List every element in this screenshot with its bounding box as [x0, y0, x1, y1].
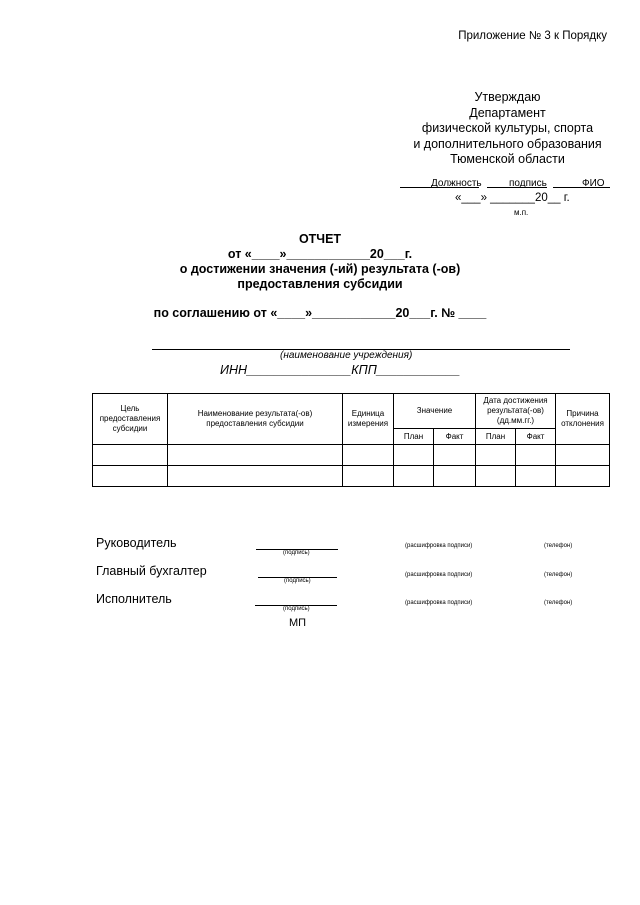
organization-caption: (наименование учреждения) — [280, 350, 413, 361]
table-cell[interactable] — [476, 445, 516, 466]
title-line: о достижении значения (-ий) результата (-ов) — [179, 262, 461, 276]
table-cell[interactable] — [394, 445, 434, 466]
table-row — [93, 466, 610, 487]
inn-kpp-line: ИНН_______________КПП____________ — [220, 363, 461, 377]
title-line: ОТЧЕТ — [298, 232, 342, 246]
phone-caption: (телефон) — [544, 572, 573, 578]
phone-caption: (телефон) — [544, 543, 573, 549]
phone-caption: (телефон) — [544, 600, 573, 606]
header-plan: План — [394, 429, 434, 445]
header-reason: Причина отклонения — [556, 394, 610, 445]
table-cell[interactable] — [343, 445, 394, 466]
name-caption: ФИО — [582, 178, 605, 189]
table-cell[interactable] — [168, 445, 343, 466]
approval-line: физической культуры, спорта — [421, 121, 594, 135]
table-cell[interactable] — [476, 466, 516, 487]
report-title — [0, 232, 640, 292]
table-cell[interactable] — [93, 466, 168, 487]
table-cell[interactable] — [394, 466, 434, 487]
results-table — [92, 393, 610, 487]
signer-role-executor: Исполнитель — [96, 592, 172, 606]
approval-block — [395, 90, 620, 168]
table-header-row — [93, 394, 610, 429]
table-cell[interactable] — [434, 445, 476, 466]
agreement-line: по соглашению от «____»____________20___г. № ____ — [153, 306, 487, 320]
table-cell[interactable] — [516, 445, 556, 466]
table-cell[interactable] — [168, 466, 343, 487]
header-fact: Факт — [516, 429, 556, 445]
table-cell[interactable] — [93, 445, 168, 466]
table-cell[interactable] — [556, 466, 610, 487]
title-line: предоставления субсидии — [237, 277, 403, 291]
approval-line: Департамент — [469, 105, 546, 120]
header-date: Дата достижения результата(-ов) (дд.мм.гг.) — [476, 394, 556, 429]
stamp-place: МП — [289, 617, 307, 629]
signature-caption: (подпись) — [283, 606, 310, 612]
position-caption: Должность — [431, 178, 482, 189]
table-row — [93, 445, 610, 466]
decode-caption: (расшифровка подписи) — [405, 572, 473, 578]
table-cell[interactable] — [556, 445, 610, 466]
signature-caption: подпись — [509, 178, 547, 189]
table-cell[interactable] — [343, 466, 394, 487]
header-value: Значение — [394, 394, 476, 429]
approval-date: «___» _______20__ г. — [455, 192, 570, 204]
table-cell[interactable] — [434, 466, 476, 487]
appendix-reference: Приложение № 3 к Порядку — [458, 30, 607, 42]
title-date-line: от «____»____________20___г. — [227, 247, 413, 261]
header-plan: План — [476, 429, 516, 445]
signature-caption: (подпись) — [284, 578, 311, 584]
header-fact: Факт — [434, 429, 476, 445]
decode-caption: (расшифровка подписи) — [405, 600, 473, 606]
approval-line: Утверждаю — [474, 90, 541, 104]
header-goal: Цель предоставления субсидии — [93, 394, 168, 445]
signer-role-accountant: Главный бухгалтер — [96, 564, 207, 578]
header-result-name: Наименование результата(-ов) предоставления субсидии — [168, 394, 343, 445]
signature-caption: (подпись) — [283, 550, 310, 556]
approval-stamp: м.п. — [514, 208, 529, 217]
table-cell[interactable] — [516, 466, 556, 487]
approval-line: и дополнительного образования — [413, 136, 602, 151]
decode-caption: (расшифровка подписи) — [405, 543, 473, 549]
approval-line: Тюменской области — [450, 152, 565, 166]
header-unit: Единица измерения — [343, 394, 394, 445]
organization-name-line — [152, 338, 570, 350]
signer-role-head: Руководитель — [96, 536, 177, 550]
